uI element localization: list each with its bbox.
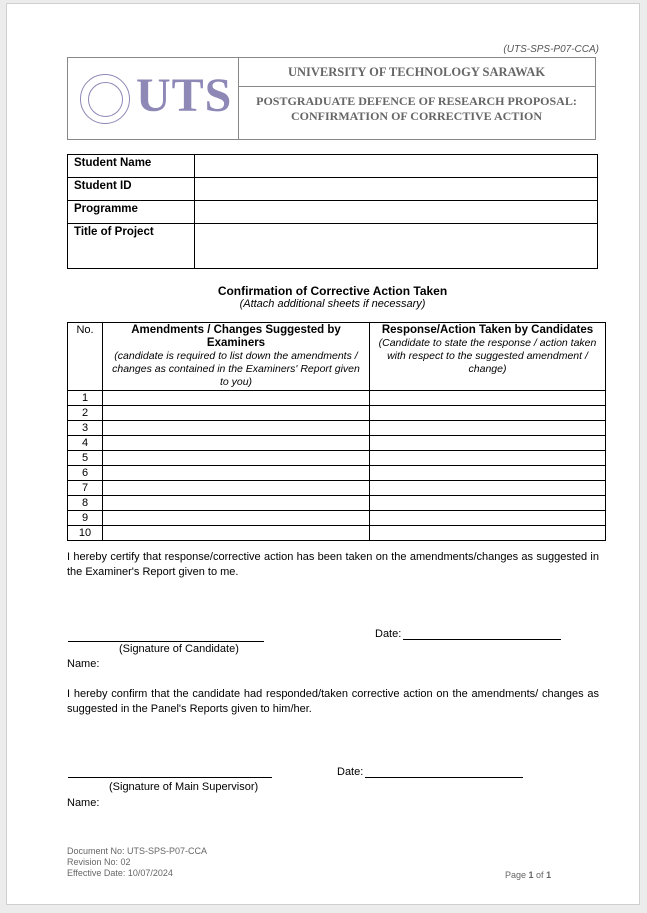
table-row [68,391,606,406]
response-cell[interactable] [370,496,606,511]
student-id-field[interactable] [195,178,598,201]
project-title-label: Title of Project [68,224,195,269]
amendment-cell[interactable] [103,406,370,421]
table-row [68,406,606,421]
university-logo [68,58,239,139]
candidate-date-label: Date: [375,628,402,640]
supervisor-signature-line[interactable] [68,777,272,778]
supervisor-signature-label: (Signature of Main Supervisor) [109,781,259,793]
candidate-signature-line[interactable] [68,641,264,642]
amendment-cell[interactable] [103,466,370,481]
table-row [68,496,606,511]
row-number: 8 [68,496,103,511]
table-row [68,526,606,541]
row-number: 4 [68,436,103,451]
response-cell[interactable] [370,481,606,496]
table-row [68,511,606,526]
amendment-cell[interactable] [103,481,370,496]
form-title-line1: POSTGRADUATE DEFENCE OF RESEARCH PROPOSAL: [256,94,577,108]
row-number: 10 [68,526,103,541]
row-number: 7 [68,481,103,496]
response-cell[interactable] [370,436,606,451]
response-cell[interactable] [370,391,606,406]
footer-doc-no: Document No: UTS-SPS-P07-CCA [67,846,208,856]
col-response-title: Response/Action Taken by Candidates [381,324,594,336]
col-response-note: (Candidate to state the response / action taken with respect to the suggested amendment / change) [378,337,597,375]
amendment-cell[interactable] [103,526,370,541]
section-note: (Attach additional sheets if necessary) [239,298,426,310]
amendments-table [67,322,606,541]
footer-revision: Revision No: 02 [67,857,131,867]
row-number: 2 [68,406,103,421]
document-code: (UTS-SPS-P07-CCA) [503,44,599,55]
form-title [238,94,595,124]
col-response-header [370,323,606,391]
candidate-date-line[interactable] [403,639,561,640]
form-title-line2: CONFIRMATION OF CORRECTIVE ACTION [290,109,542,123]
footer-effective-date: Effective Date: 10/07/2024 [67,868,173,878]
amendment-cell[interactable] [103,391,370,406]
row-number: 3 [68,421,103,436]
document-page [6,3,640,905]
amendment-cell[interactable] [103,421,370,436]
supervisor-confirmation: I hereby confirm that the candidate had responded/taken corrective action on the amendments/ changes as suggested in the Panel's Reports given to him/her. [67,688,599,715]
response-cell[interactable] [370,511,606,526]
programme-field[interactable] [195,201,598,224]
page-number: Page 1 of 1 [505,870,552,880]
row-number: 9 [68,511,103,526]
response-cell[interactable] [370,421,606,436]
table-row [68,451,606,466]
university-name: UNIVERSITY OF TECHNOLOGY SARAWAK [238,58,595,87]
table-row [68,481,606,496]
candidate-signature-label: (Signature of Candidate) [119,643,239,655]
amendment-cell[interactable] [103,436,370,451]
candidate-certification: I hereby certify that response/corrective action has been taken on the amendments/changes as suggested in the Examiner's Report given to me. [67,551,599,578]
col-no-header: No. [68,323,103,391]
student-info-table [67,154,598,269]
response-cell[interactable] [370,406,606,421]
supervisor-date-label: Date: [337,766,364,778]
programme-label: Programme [68,201,195,224]
project-title-field[interactable] [195,224,598,269]
row-number: 6 [68,466,103,481]
col-amendments-title: Amendments / Changes Suggested by Examiners [131,324,341,349]
col-amendments-header [103,323,370,391]
logo-text: UTS [136,69,233,122]
row-number: 5 [68,451,103,466]
response-cell[interactable] [370,466,606,481]
section-title: Confirmation of Corrective Action Taken [217,284,448,298]
candidate-name-label: Name: [67,658,100,670]
student-id-label: Student ID [68,178,195,201]
table-row [68,421,606,436]
form-header [67,57,596,140]
table-row [68,436,606,451]
col-amendments-note: (candidate is required to list down the amendments / changes as contained in the Examiners' Report given to you) [112,350,360,388]
document-footer [67,846,207,879]
response-cell[interactable] [370,526,606,541]
row-number: 1 [68,391,103,406]
university-seal-icon [80,74,130,124]
supervisor-name-label: Name: [67,797,100,809]
response-cell[interactable] [370,451,606,466]
supervisor-date-line[interactable] [365,777,523,778]
student-name-label: Student Name [68,155,195,178]
student-name-field[interactable] [195,155,598,178]
amendment-cell[interactable] [103,496,370,511]
amendment-cell[interactable] [103,511,370,526]
amendment-cell[interactable] [103,451,370,466]
table-row [68,466,606,481]
